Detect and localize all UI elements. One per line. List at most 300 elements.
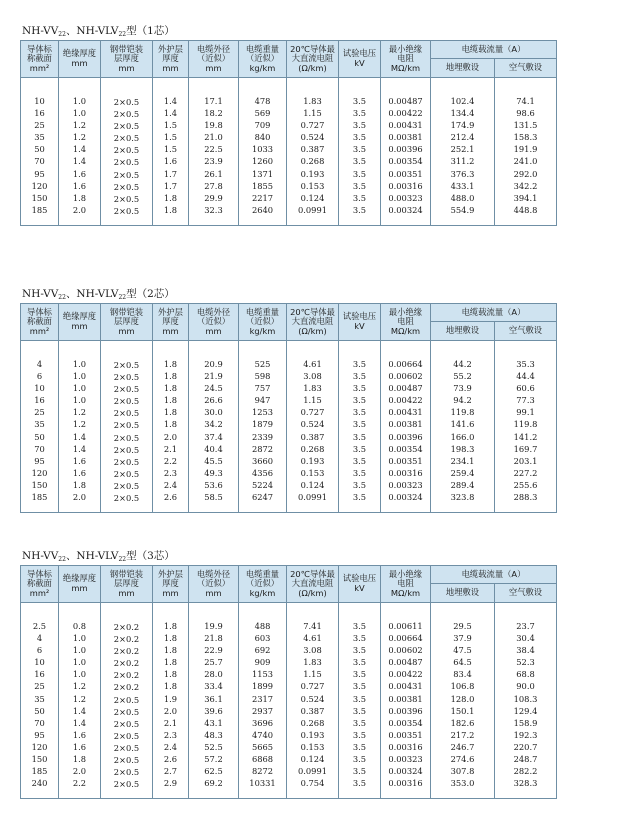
- header-line: （近似）: [245, 578, 280, 589]
- cell-sheath-thickness: 1.4: [153, 108, 189, 120]
- header-line: mm: [162, 325, 179, 336]
- cell-insulation-thickness: 2.0: [59, 766, 101, 778]
- cell-insulation-thickness: 1.4: [59, 144, 101, 156]
- cell-conductor-size: 25: [21, 407, 59, 419]
- table-row: [21, 432, 557, 444]
- cell-armor-thickness: 2×0.5: [101, 468, 153, 480]
- cell-ampacity-air: 158.3: [495, 132, 557, 144]
- cell-outer-diameter: 37.4: [189, 432, 239, 444]
- cell-armor-thickness: 2×0.5: [101, 444, 153, 456]
- cell-cable-weight: 6247: [239, 492, 287, 504]
- header-line: 大直流电阻: [291, 53, 334, 64]
- table-row: [21, 419, 557, 431]
- spacer-row: [21, 217, 557, 226]
- cell-conductor-resistance: 1.15: [287, 669, 339, 681]
- cell-insulation-resistance: 0.00381: [381, 132, 431, 144]
- cell-conductor-resistance: 7.41: [287, 621, 339, 633]
- cell-test-voltage: 3.5: [339, 718, 381, 730]
- spec-table: [20, 40, 557, 226]
- cell-cable-weight: 757: [239, 383, 287, 395]
- cell-armor-thickness: 2×0.5: [101, 492, 153, 504]
- header-ampacity-group: 电缆载流量（A）: [431, 566, 557, 584]
- cell-conductor-size: 16: [21, 669, 59, 681]
- header-resistance: [287, 566, 339, 603]
- header-line: 20℃导体最: [290, 568, 335, 579]
- cell-cable-weight: 947: [239, 395, 287, 407]
- cell-sheath-thickness: 2.4: [153, 742, 189, 754]
- header-ins_resistance: [381, 304, 431, 341]
- cell-test-voltage: 3.5: [339, 193, 381, 205]
- cell-insulation-resistance: 0.00664: [381, 633, 431, 645]
- cell-conductor-size: 35: [21, 694, 59, 706]
- header-line: 导体标: [27, 306, 52, 317]
- cell-conductor-resistance: 1.83: [287, 383, 339, 395]
- cell-conductor-size: 4: [21, 633, 59, 645]
- header-line: 最小绝缘: [388, 306, 423, 317]
- cell-cable-weight: 1371: [239, 169, 287, 181]
- cell-test-voltage: 3.5: [339, 383, 381, 395]
- cell-sheath-thickness: 1.4: [153, 96, 189, 108]
- cell-insulation-thickness: 1.6: [59, 169, 101, 181]
- cell-insulation-resistance: 0.00324: [381, 766, 431, 778]
- spacer-row: [21, 504, 557, 513]
- cell-ampacity-ground: 55.2: [431, 371, 495, 383]
- cell-ampacity-air: 119.8: [495, 419, 557, 431]
- cell-conductor-resistance: 0.193: [287, 730, 339, 742]
- cell-insulation-resistance: 0.00487: [381, 383, 431, 395]
- cell-outer-diameter: 45.5: [189, 456, 239, 468]
- cell-outer-diameter: 19.8: [189, 120, 239, 132]
- header-line: mm: [118, 62, 135, 73]
- cell-ampacity-ground: 94.2: [431, 395, 495, 407]
- cell-conductor-resistance: 0.153: [287, 468, 339, 480]
- cell-test-voltage: 3.5: [339, 681, 381, 693]
- cell-armor-thickness: 2×0.2: [101, 633, 153, 645]
- cell-conductor-resistance: 0.727: [287, 407, 339, 419]
- cell-sheath-thickness: 2.6: [153, 754, 189, 766]
- table-row: [21, 444, 557, 456]
- spec-table: [20, 565, 557, 799]
- cell-armor-thickness: 2×0.5: [101, 766, 153, 778]
- header-line: kg/km: [249, 325, 276, 336]
- cell-ampacity-ground: 274.6: [431, 754, 495, 766]
- table-header: [21, 566, 557, 603]
- cell-ampacity-air: 52.3: [495, 657, 557, 669]
- header-line: mm²: [29, 325, 50, 336]
- cell-armor-thickness: 2×0.5: [101, 193, 153, 205]
- cell-conductor-size: 70: [21, 444, 59, 456]
- cell-outer-diameter: 25.7: [189, 657, 239, 669]
- cell-conductor-size: 16: [21, 395, 59, 407]
- cell-conductor-size: 120: [21, 468, 59, 480]
- cell-sheath-thickness: 1.5: [153, 144, 189, 156]
- table-row: [21, 108, 557, 120]
- table-row: [21, 169, 557, 181]
- cell-insulation-thickness: 1.2: [59, 132, 101, 144]
- header-line: (Ω/km): [298, 587, 327, 598]
- cell-conductor-size: 50: [21, 432, 59, 444]
- cell-ampacity-air: 169.7: [495, 444, 557, 456]
- table-section-1-core: [20, 24, 556, 226]
- cell-conductor-size: 6: [21, 371, 59, 383]
- cell-conductor-resistance: 4.61: [287, 359, 339, 371]
- header-line: kg/km: [249, 587, 276, 598]
- cell-conductor-size: 10: [21, 383, 59, 395]
- cell-outer-diameter: 29.9: [189, 193, 239, 205]
- cell-cable-weight: 909: [239, 657, 287, 669]
- cell-conductor-resistance: 0.387: [287, 144, 339, 156]
- table-row: [21, 156, 557, 168]
- header-line: 厚度: [162, 316, 179, 327]
- cell-sheath-thickness: 1.7: [153, 181, 189, 193]
- header-line: 外护层: [158, 43, 183, 54]
- cell-ampacity-ground: 212.4: [431, 132, 495, 144]
- cell-insulation-thickness: 1.0: [59, 395, 101, 407]
- header-row: [21, 41, 557, 59]
- header-line: 电缆外径: [196, 306, 231, 317]
- cell-sheath-thickness: 1.8: [153, 621, 189, 633]
- cell-sheath-thickness: 1.8: [153, 407, 189, 419]
- cell-conductor-resistance: 0.153: [287, 742, 339, 754]
- cell-outer-diameter: 17.1: [189, 96, 239, 108]
- header-sheath: [153, 41, 189, 78]
- table-row: [21, 468, 557, 480]
- cell-armor-thickness: 2×0.5: [101, 169, 153, 181]
- header-ampacity-ground: 地埋敷设: [431, 59, 495, 78]
- header-voltage: [339, 41, 381, 78]
- cell-ampacity-air: 68.8: [495, 669, 557, 681]
- cell-ampacity-ground: 311.2: [431, 156, 495, 168]
- cell-outer-diameter: 23.9: [189, 156, 239, 168]
- cell-insulation-thickness: 1.2: [59, 681, 101, 693]
- cell-armor-thickness: 2×0.5: [101, 694, 153, 706]
- cell-test-voltage: 3.5: [339, 181, 381, 193]
- cell-ampacity-ground: 29.5: [431, 621, 495, 633]
- header-conductor: [21, 304, 59, 341]
- cell-cable-weight: 4740: [239, 730, 287, 742]
- cell-ampacity-ground: 134.4: [431, 108, 495, 120]
- cell-sheath-thickness: 1.6: [153, 156, 189, 168]
- cell-ampacity-ground: 323.8: [431, 492, 495, 504]
- cell-armor-thickness: 2×0.5: [101, 383, 153, 395]
- cell-conductor-resistance: 0.754: [287, 778, 339, 790]
- cell-insulation-resistance: 0.00316: [381, 181, 431, 193]
- cell-outer-diameter: 53.6: [189, 480, 239, 492]
- cell-conductor-resistance: 0.124: [287, 193, 339, 205]
- cell-conductor-resistance: 0.0991: [287, 766, 339, 778]
- cell-conductor-resistance: 0.727: [287, 681, 339, 693]
- cell-ampacity-ground: 259.4: [431, 468, 495, 480]
- cell-ampacity-air: 77.3: [495, 395, 557, 407]
- cell-ampacity-ground: 141.6: [431, 419, 495, 431]
- header-insulation: [59, 566, 101, 603]
- cell-cable-weight: 488: [239, 621, 287, 633]
- cell-cable-weight: 840: [239, 132, 287, 144]
- cell-insulation-thickness: 1.6: [59, 468, 101, 480]
- cell-outer-diameter: 33.4: [189, 681, 239, 693]
- table-row: [21, 754, 557, 766]
- cell-conductor-size: 150: [21, 193, 59, 205]
- table-row: [21, 407, 557, 419]
- header-insulation: [59, 304, 101, 341]
- table-row: [21, 621, 557, 633]
- cell-conductor-resistance: 1.15: [287, 395, 339, 407]
- header-row: [21, 566, 557, 584]
- cell-cable-weight: 2937: [239, 706, 287, 718]
- table-row: [21, 718, 557, 730]
- cell-ampacity-ground: 37.9: [431, 633, 495, 645]
- cell-armor-thickness: 2×0.5: [101, 706, 153, 718]
- cell-test-voltage: 3.5: [339, 432, 381, 444]
- cell-ampacity-air: 191.9: [495, 144, 557, 156]
- cell-outer-diameter: 30.0: [189, 407, 239, 419]
- cell-ampacity-ground: 252.1: [431, 144, 495, 156]
- cell-ampacity-ground: 198.3: [431, 444, 495, 456]
- cell-ampacity-air: 292.0: [495, 169, 557, 181]
- cell-outer-diameter: 49.3: [189, 468, 239, 480]
- cell-ampacity-ground: 246.7: [431, 742, 495, 754]
- header-ampacity-group: 电缆载流量（A）: [431, 41, 557, 59]
- cell-insulation-thickness: 1.2: [59, 120, 101, 132]
- cell-sheath-thickness: 2.7: [153, 766, 189, 778]
- cell-sheath-thickness: 2.0: [153, 706, 189, 718]
- cell-insulation-resistance: 0.00323: [381, 193, 431, 205]
- cell-outer-diameter: 58.5: [189, 492, 239, 504]
- cell-cable-weight: 10331: [239, 778, 287, 790]
- cell-insulation-thickness: 0.8: [59, 621, 101, 633]
- header-line: 外护层: [158, 306, 183, 317]
- cell-cable-weight: 8272: [239, 766, 287, 778]
- cell-conductor-size: 95: [21, 456, 59, 468]
- header-line: 电缆重量: [245, 43, 280, 54]
- header-line: mm²: [29, 62, 50, 73]
- header-ampacity-ground: 地埋敷设: [431, 584, 495, 603]
- header-line: mm: [205, 587, 222, 598]
- cell-cable-weight: 603: [239, 633, 287, 645]
- cell-outer-diameter: 22.9: [189, 645, 239, 657]
- cell-ampacity-ground: 119.8: [431, 407, 495, 419]
- cell-cable-weight: 692: [239, 645, 287, 657]
- cell-conductor-resistance: 4.61: [287, 633, 339, 645]
- cell-armor-thickness: 2×0.5: [101, 742, 153, 754]
- cell-conductor-size: 10: [21, 96, 59, 108]
- cell-armor-thickness: 2×0.5: [101, 480, 153, 492]
- cell-sheath-thickness: 2.2: [153, 456, 189, 468]
- header-line: (Ω/km): [298, 62, 327, 73]
- cell-insulation-thickness: 1.2: [59, 407, 101, 419]
- cell-sheath-thickness: 2.4: [153, 480, 189, 492]
- cell-outer-diameter: 24.5: [189, 383, 239, 395]
- cell-ampacity-ground: 64.5: [431, 657, 495, 669]
- cell-insulation-thickness: 1.0: [59, 108, 101, 120]
- header-line: mm: [118, 587, 135, 598]
- cell-insulation-thickness: 1.0: [59, 359, 101, 371]
- cell-insulation-resistance: 0.00664: [381, 359, 431, 371]
- cell-cable-weight: 598: [239, 371, 287, 383]
- cell-insulation-thickness: 1.0: [59, 383, 101, 395]
- cell-insulation-thickness: 1.2: [59, 419, 101, 431]
- table-header: [21, 304, 557, 341]
- cell-ampacity-ground: 102.4: [431, 96, 495, 108]
- cell-conductor-resistance: 0.124: [287, 480, 339, 492]
- cell-armor-thickness: 2×0.5: [101, 132, 153, 144]
- header-line: 钢带铠装: [109, 43, 144, 54]
- cell-insulation-resistance: 0.00381: [381, 694, 431, 706]
- cell-sheath-thickness: 1.8: [153, 383, 189, 395]
- cell-conductor-size: 6: [21, 645, 59, 657]
- cell-test-voltage: 3.5: [339, 645, 381, 657]
- cell-outer-diameter: 26.6: [189, 395, 239, 407]
- cell-insulation-resistance: 0.00431: [381, 681, 431, 693]
- cell-ampacity-ground: 106.8: [431, 681, 495, 693]
- cell-ampacity-air: 30.4: [495, 633, 557, 645]
- cell-test-voltage: 3.5: [339, 633, 381, 645]
- header-line: 电缆外径: [196, 43, 231, 54]
- cell-cable-weight: 2339: [239, 432, 287, 444]
- cell-test-voltage: 3.5: [339, 754, 381, 766]
- cell-insulation-thickness: 1.0: [59, 669, 101, 681]
- cell-insulation-resistance: 0.00396: [381, 144, 431, 156]
- cell-ampacity-air: 90.0: [495, 681, 557, 693]
- cell-conductor-resistance: 0.268: [287, 444, 339, 456]
- cell-insulation-thickness: 1.8: [59, 193, 101, 205]
- cell-test-voltage: 3.5: [339, 359, 381, 371]
- cell-test-voltage: 3.5: [339, 742, 381, 754]
- cell-ampacity-ground: 44.2: [431, 359, 495, 371]
- cell-sheath-thickness: 1.5: [153, 132, 189, 144]
- header-ampacity-air: 空气敷设: [495, 584, 557, 603]
- table-body: [21, 603, 557, 799]
- cell-insulation-resistance: 0.00602: [381, 645, 431, 657]
- cell-sheath-thickness: 2.3: [153, 468, 189, 480]
- cell-ampacity-air: 248.7: [495, 754, 557, 766]
- header-row: [21, 304, 557, 322]
- cell-test-voltage: 3.5: [339, 444, 381, 456]
- cell-test-voltage: 3.5: [339, 669, 381, 681]
- cell-armor-thickness: 2×0.2: [101, 621, 153, 633]
- header-line: mm: [71, 321, 88, 331]
- cell-test-voltage: 3.5: [339, 132, 381, 144]
- cell-conductor-size: 10: [21, 657, 59, 669]
- cell-test-voltage: 3.5: [339, 778, 381, 790]
- cell-sheath-thickness: 2.9: [153, 778, 189, 790]
- cell-test-voltage: 3.5: [339, 407, 381, 419]
- cell-insulation-resistance: 0.00354: [381, 156, 431, 168]
- cell-ampacity-air: 44.4: [495, 371, 557, 383]
- header-line: kV: [354, 583, 365, 593]
- cell-ampacity-air: 141.2: [495, 432, 557, 444]
- cell-ampacity-air: 241.0: [495, 156, 557, 168]
- table-header: [21, 41, 557, 78]
- cell-test-voltage: 3.5: [339, 156, 381, 168]
- cell-insulation-resistance: 0.00316: [381, 778, 431, 790]
- cell-armor-thickness: 2×0.5: [101, 205, 153, 217]
- table-row: [21, 706, 557, 718]
- cell-ampacity-air: 158.9: [495, 718, 557, 730]
- cell-conductor-resistance: 0.727: [287, 120, 339, 132]
- cell-test-voltage: 3.5: [339, 144, 381, 156]
- cell-conductor-resistance: 3.08: [287, 645, 339, 657]
- cell-armor-thickness: 2×0.5: [101, 395, 153, 407]
- header-sheath: [153, 304, 189, 341]
- cell-sheath-thickness: 1.8: [153, 193, 189, 205]
- cell-outer-diameter: 28.0: [189, 669, 239, 681]
- table-row: [21, 480, 557, 492]
- cell-ampacity-ground: 166.0: [431, 432, 495, 444]
- cell-cable-weight: 1899: [239, 681, 287, 693]
- header-ampacity-ground: 地埋敷设: [431, 322, 495, 341]
- cell-insulation-thickness: 1.6: [59, 742, 101, 754]
- cell-conductor-resistance: 0.524: [287, 419, 339, 431]
- header-ampacity-air: 空气敷设: [495, 322, 557, 341]
- header-line: 绝缘厚度: [62, 573, 97, 584]
- cell-ampacity-air: 220.7: [495, 742, 557, 754]
- cell-armor-thickness: 2×0.5: [101, 754, 153, 766]
- cell-conductor-resistance: 1.15: [287, 108, 339, 120]
- cell-conductor-size: 35: [21, 419, 59, 431]
- cell-insulation-thickness: 1.8: [59, 754, 101, 766]
- cell-insulation-thickness: 1.0: [59, 96, 101, 108]
- header-line: 大直流电阻: [291, 316, 334, 327]
- cell-insulation-thickness: 1.4: [59, 432, 101, 444]
- cell-sheath-thickness: 1.7: [153, 169, 189, 181]
- cell-outer-diameter: 69.2: [189, 778, 239, 790]
- cell-ampacity-ground: 353.0: [431, 778, 495, 790]
- table-row: [21, 492, 557, 504]
- cell-conductor-resistance: 0.524: [287, 694, 339, 706]
- cell-outer-diameter: 40.4: [189, 444, 239, 456]
- cell-cable-weight: 3660: [239, 456, 287, 468]
- header-line: 钢带铠装: [109, 568, 144, 579]
- cell-ampacity-air: 227.2: [495, 468, 557, 480]
- cell-cable-weight: 2217: [239, 193, 287, 205]
- cell-ampacity-ground: 554.9: [431, 205, 495, 217]
- header-line: MΩ/km: [390, 62, 421, 73]
- cell-cable-weight: 2317: [239, 694, 287, 706]
- cell-ampacity-ground: 376.3: [431, 169, 495, 181]
- cell-armor-thickness: 2×0.5: [101, 156, 153, 168]
- header-line: 电阻: [397, 316, 414, 327]
- cell-conductor-size: 16: [21, 108, 59, 120]
- header-line: mm: [71, 583, 88, 593]
- cell-sheath-thickness: 1.8: [153, 657, 189, 669]
- cell-insulation-resistance: 0.00316: [381, 742, 431, 754]
- cell-test-voltage: 3.5: [339, 657, 381, 669]
- cell-ampacity-ground: 289.4: [431, 480, 495, 492]
- header-line: mm: [205, 62, 222, 73]
- cell-test-voltage: 3.5: [339, 480, 381, 492]
- table-row: [21, 456, 557, 468]
- header-line: (Ω/km): [298, 325, 327, 336]
- cell-outer-diameter: 20.9: [189, 359, 239, 371]
- cell-conductor-size: 120: [21, 742, 59, 754]
- header-ampacity-group: 电缆载流量（A）: [431, 304, 557, 322]
- cell-armor-thickness: 2×0.5: [101, 730, 153, 742]
- header-line: 最小绝缘: [388, 568, 423, 579]
- header-diameter: [189, 304, 239, 341]
- cell-armor-thickness: 2×0.5: [101, 718, 153, 730]
- cell-insulation-thickness: 1.0: [59, 645, 101, 657]
- cell-cable-weight: 1153: [239, 669, 287, 681]
- header-line: mm²: [29, 587, 50, 598]
- table-row: [21, 383, 557, 395]
- header-line: 厚度: [162, 578, 179, 589]
- cell-insulation-resistance: 0.00351: [381, 730, 431, 742]
- header-weight: [239, 41, 287, 78]
- cell-cable-weight: 3696: [239, 718, 287, 730]
- cell-test-voltage: 3.5: [339, 419, 381, 431]
- header-line: 导体标: [27, 43, 52, 54]
